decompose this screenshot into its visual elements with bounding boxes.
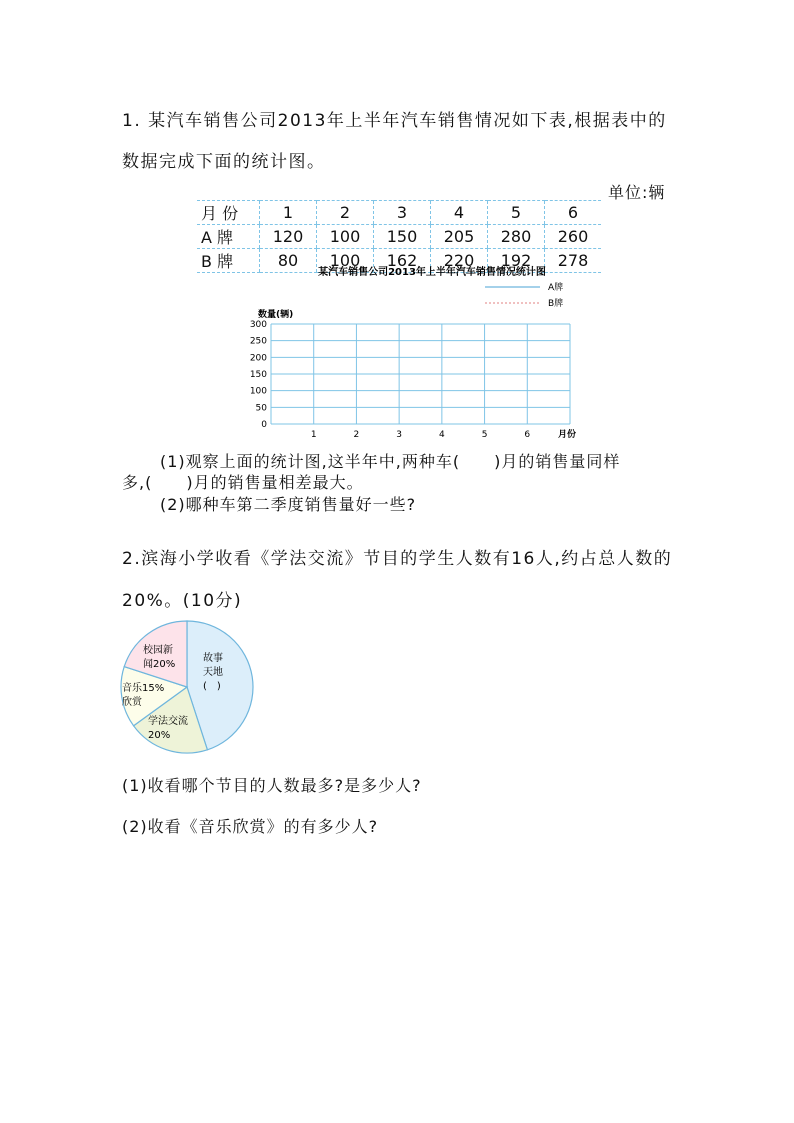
table-cell: 260	[545, 225, 602, 249]
pie-slice-label: 校园新	[143, 645, 173, 656]
pie-chart	[110, 615, 270, 760]
table-cell: 6	[545, 201, 602, 225]
table-cell: 100	[317, 225, 374, 249]
y-tick-label: 100	[249, 386, 267, 397]
line-chart	[230, 262, 600, 442]
y-tick-label: 50	[255, 403, 267, 414]
x-tick-label: 3	[396, 430, 403, 440]
table-cell: 120	[260, 225, 317, 249]
x-tick-label: 4	[438, 430, 445, 440]
pie-slice-label: 音乐15%	[122, 683, 165, 694]
table-cell: 192	[488, 249, 545, 273]
q2-line1: 2.滨海小学收看《学法交流》节目的学生人数有16人,约占总人数的	[122, 549, 673, 569]
x-tick-label: 6	[524, 430, 531, 440]
table-cell: 3	[374, 201, 431, 225]
q1-sub1-line1: (1)观察上面的统计图,这半年中,两种车( )月的销售量同样	[160, 452, 621, 471]
pie-slice-label: 天地	[203, 667, 223, 678]
table-row	[197, 225, 601, 249]
chart-legend	[485, 281, 563, 309]
y-tick-label: 200	[249, 353, 267, 364]
pie-slice-label: 故事	[203, 653, 223, 664]
y-tick-label: 150	[249, 370, 267, 380]
x-tick-label: 5	[481, 430, 488, 440]
chart-grid	[271, 324, 570, 424]
table-cell: 280	[488, 225, 545, 249]
q1-line2: 数据完成下面的统计图。	[122, 152, 326, 172]
legend-label: B牌	[548, 299, 564, 309]
y-tick-label: 0	[261, 420, 267, 430]
x-axis-label: 月份	[558, 430, 577, 440]
pie-slice-label: 欣赏	[122, 697, 142, 708]
q1-sub2: (2)哪种车第二季度销售量好一些?	[160, 495, 417, 514]
table-cell: A 牌	[197, 225, 260, 249]
unit-label: 单位:辆	[608, 183, 666, 202]
pie-slice-label: 闻20%	[143, 659, 176, 670]
chart-title: 某汽车销售公司2013年上半年汽车销售情况统计图	[318, 267, 546, 278]
table-cell: 278	[545, 249, 602, 273]
pie-slice-label: 20%	[148, 730, 171, 741]
x-tick-label: 1	[310, 430, 317, 440]
table-cell: 205	[431, 225, 488, 249]
y-axis-label: 数量(辆)	[258, 310, 294, 320]
pie-slice-label: ( )	[203, 681, 221, 692]
y-tick-label: 300	[249, 320, 267, 330]
x-tick-label: 2	[353, 430, 360, 440]
x-tick-labels	[311, 430, 531, 440]
table-cell: 4	[431, 201, 488, 225]
table-cell: 220	[431, 249, 488, 273]
table-cell: 5	[488, 201, 545, 225]
pie-slice-label: 学法交流	[148, 716, 188, 727]
table-cell: 月 份	[197, 201, 260, 225]
table-cell: 80	[260, 249, 317, 273]
y-tick-labels	[250, 320, 267, 430]
table-cell: 150	[374, 225, 431, 249]
table-cell: 100	[317, 249, 374, 273]
table-cell: B 牌	[197, 249, 260, 273]
q2-sub2: (2)收看《音乐欣赏》的有多少人?	[122, 817, 379, 836]
q2-sub1: (1)收看哪个节目的人数最多?是多少人?	[122, 776, 422, 795]
table-header-row	[197, 201, 601, 225]
q2-line2: 20%。(10分)	[122, 591, 243, 611]
q1-line1: 1. 某汽车销售公司2013年上半年汽车销售情况如下表,根据表中的	[122, 111, 667, 131]
table-cell: 162	[374, 249, 431, 273]
table-cell: 1	[260, 201, 317, 225]
table-cell: 2	[317, 201, 374, 225]
q1-sub1-line2: 多,( )月的销售量相差最大。	[122, 473, 364, 492]
y-tick-label: 250	[249, 336, 267, 347]
legend-label: A牌	[548, 283, 564, 293]
